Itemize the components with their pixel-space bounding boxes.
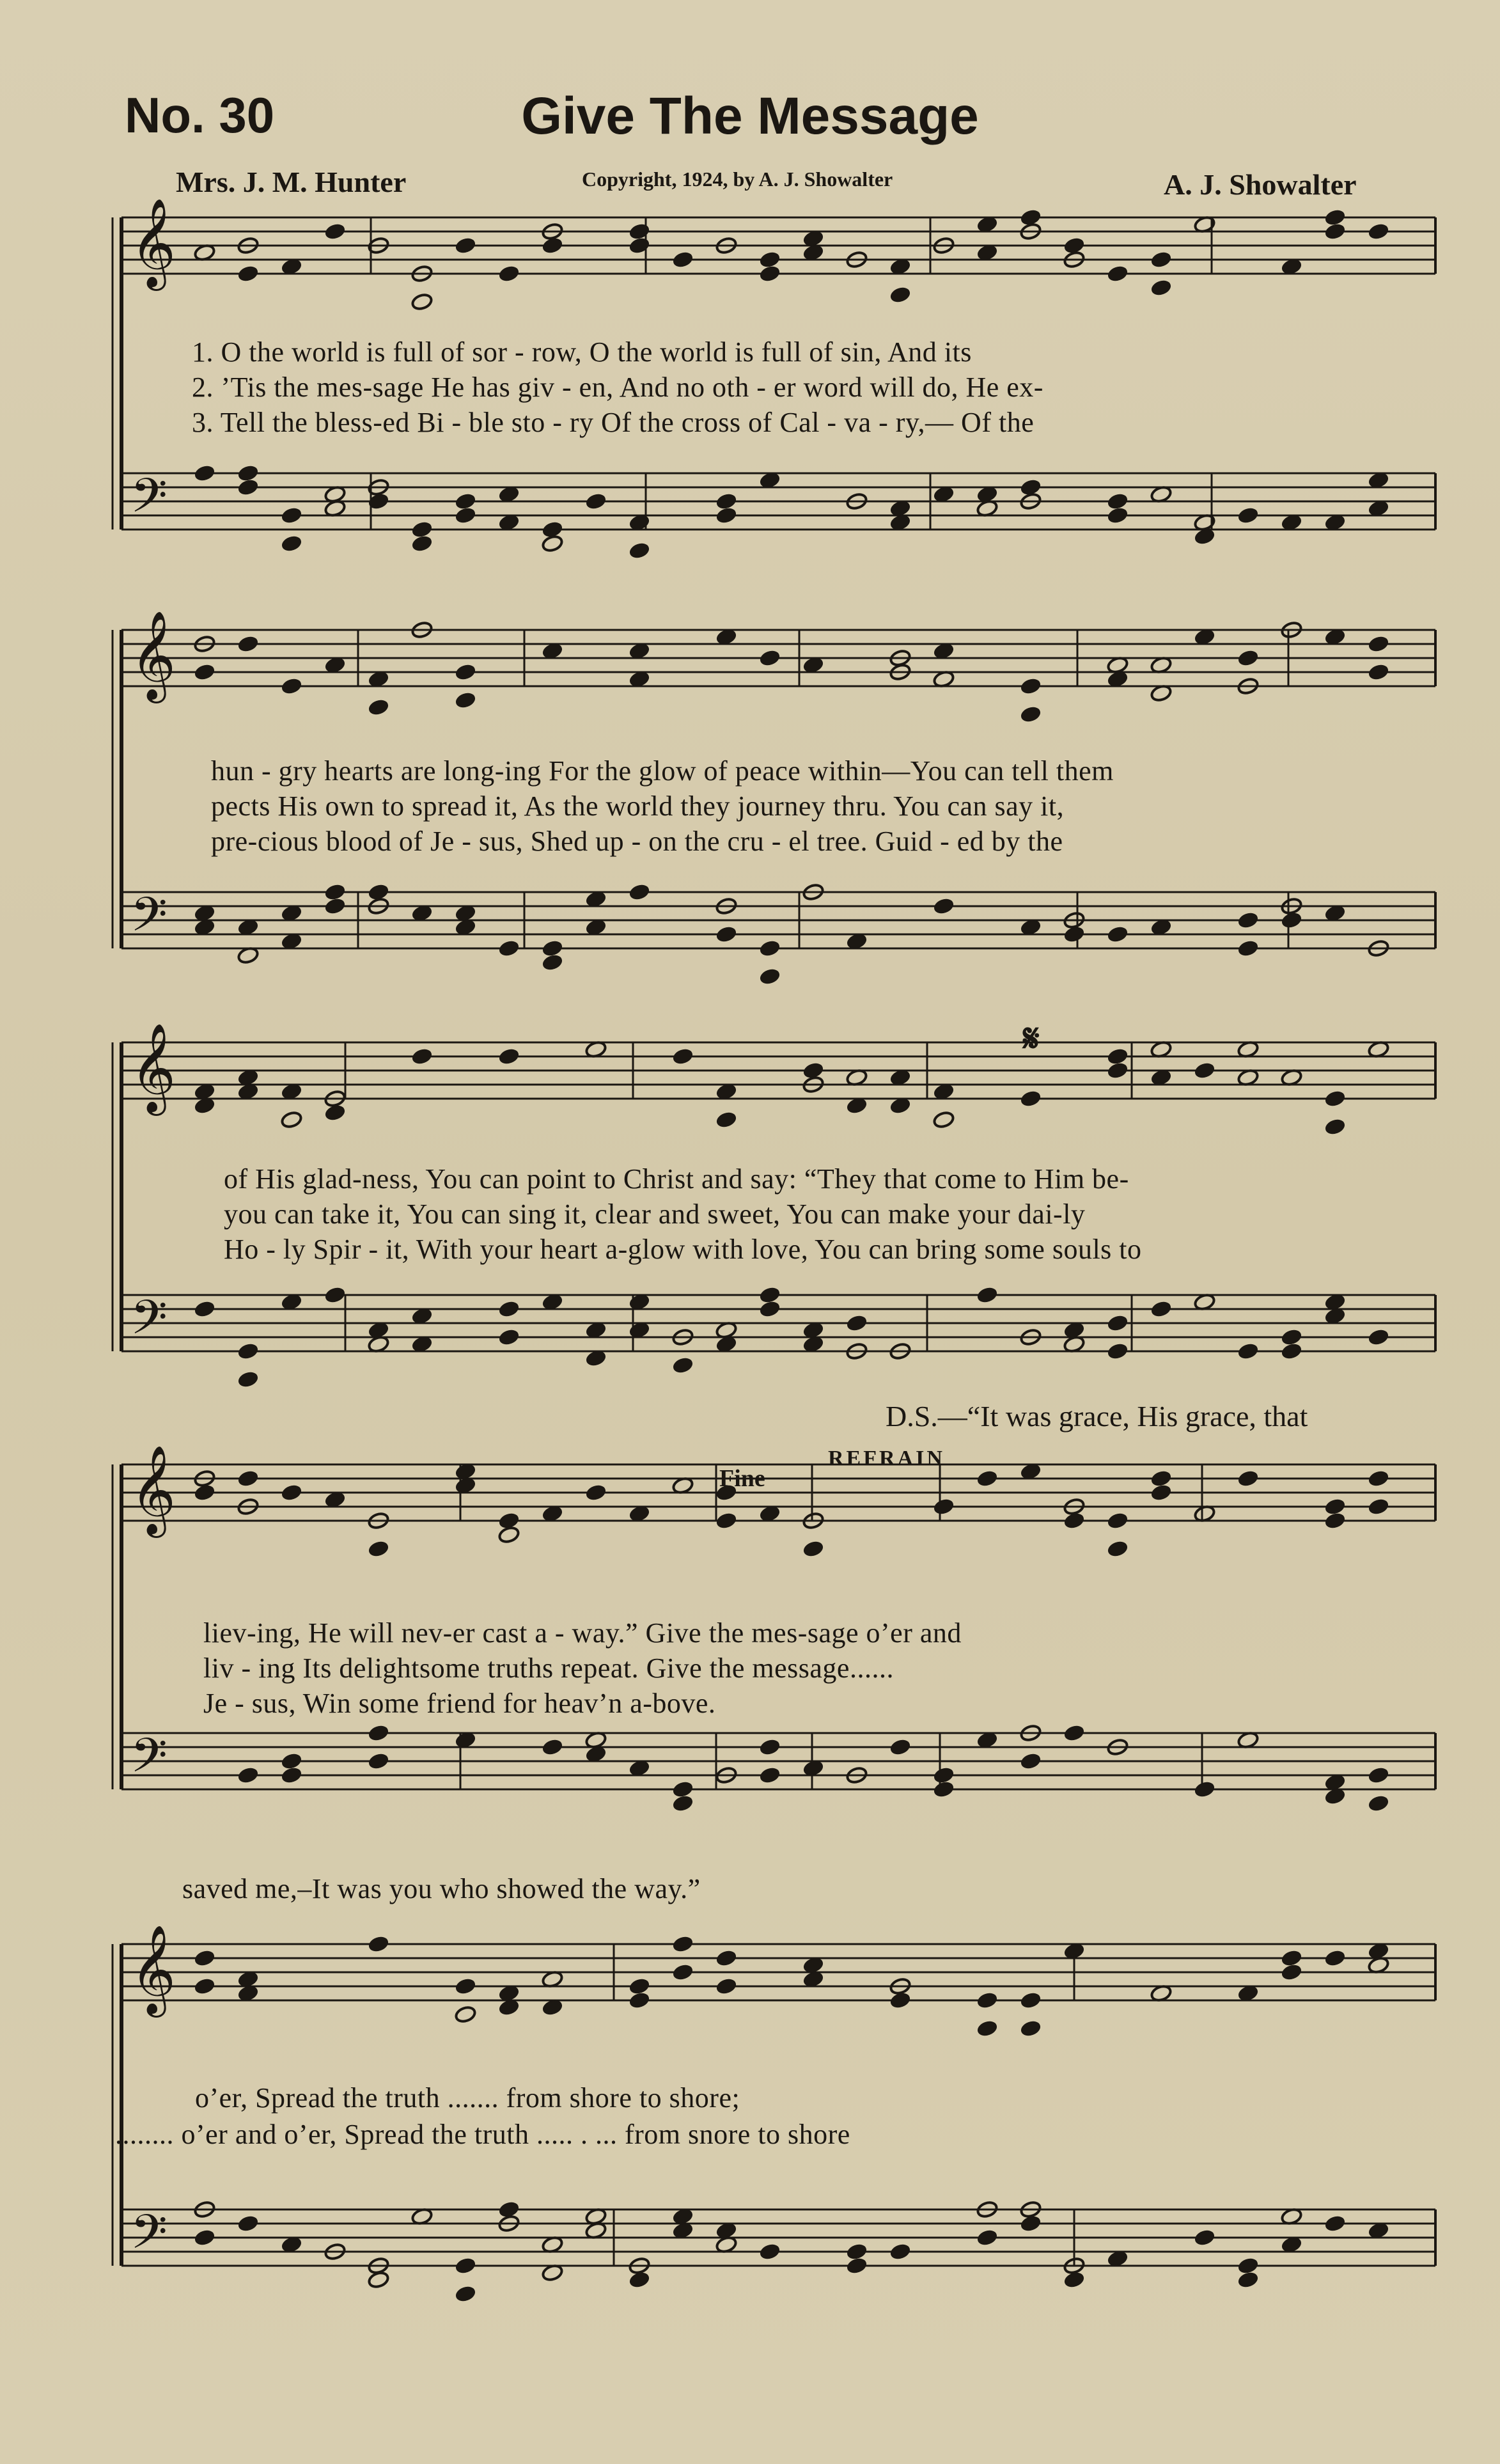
note-head bbox=[1106, 1047, 1129, 1065]
note-head bbox=[715, 1110, 737, 1129]
note-head bbox=[280, 1752, 302, 1770]
note-head bbox=[1367, 1497, 1389, 1516]
note-head bbox=[541, 953, 563, 971]
note-head bbox=[1106, 264, 1129, 283]
lyric-line: 2. ’Tis the mes-sage He has giv - en, And no oth - er word will do, He ex- bbox=[192, 372, 1043, 403]
note-head bbox=[237, 2214, 259, 2233]
note-head bbox=[410, 1047, 433, 1065]
note-head bbox=[497, 1299, 520, 1318]
note-head bbox=[324, 883, 346, 901]
note-head bbox=[237, 264, 259, 283]
note-head bbox=[671, 1934, 694, 1953]
note-head bbox=[237, 478, 259, 496]
note-head bbox=[280, 506, 302, 524]
note-head bbox=[1019, 2019, 1042, 2037]
note-head bbox=[280, 534, 302, 553]
note-head bbox=[324, 897, 346, 915]
note-head bbox=[497, 264, 520, 283]
note-head bbox=[1280, 911, 1302, 929]
note-head bbox=[454, 492, 476, 510]
note-head bbox=[1367, 1794, 1389, 1812]
music-credit: A. J. Showalter bbox=[1164, 168, 1357, 201]
note-head bbox=[584, 492, 607, 510]
note-head bbox=[237, 1342, 259, 1360]
treble-clef-icon: 𝄞 bbox=[130, 1925, 176, 2014]
hymn-number: No. 30 bbox=[125, 87, 275, 143]
note-head bbox=[715, 1949, 737, 1967]
note-head bbox=[802, 1539, 824, 1558]
lyric-line: liev-ing, He will nev-er cast a - way.” Give the mes-sage o’er and bbox=[203, 1617, 962, 1649]
note-head bbox=[932, 897, 955, 915]
note-head bbox=[1367, 222, 1389, 240]
note-head bbox=[280, 677, 302, 695]
note-head bbox=[1063, 1511, 1085, 1530]
note-head bbox=[715, 1977, 737, 1995]
note-head bbox=[671, 1963, 694, 1981]
note-head bbox=[237, 634, 259, 653]
note-head bbox=[1367, 663, 1389, 681]
treble-clef-icon: 𝄞 bbox=[130, 611, 176, 700]
note-head bbox=[1106, 1314, 1129, 1332]
note-head bbox=[1150, 250, 1172, 269]
note-head bbox=[541, 939, 563, 957]
note-head bbox=[280, 1110, 302, 1129]
note-head bbox=[1150, 278, 1172, 297]
note-head bbox=[1367, 1328, 1389, 1346]
note-head bbox=[758, 1738, 781, 1756]
note-head bbox=[1193, 1061, 1215, 1079]
treble-clef-icon: 𝄞 bbox=[130, 1023, 176, 1112]
note-head bbox=[889, 2242, 911, 2261]
note-head bbox=[1280, 1328, 1302, 1346]
note-head bbox=[193, 1299, 215, 1318]
note-head bbox=[758, 1285, 781, 1304]
note-head bbox=[1324, 1089, 1346, 1108]
lyric-line: of His glad-ness, You can point to Christ and say: “They that come to Him be- bbox=[224, 1163, 1129, 1195]
note-head bbox=[758, 648, 781, 667]
note-head bbox=[367, 1723, 389, 1742]
note-head bbox=[1106, 1539, 1129, 1558]
note-head bbox=[1019, 1752, 1042, 1770]
note-head bbox=[454, 2005, 476, 2023]
note-head bbox=[671, 250, 694, 269]
note-head bbox=[1106, 1061, 1129, 1079]
note-head bbox=[237, 1469, 259, 1487]
note-head bbox=[1237, 911, 1259, 929]
note-head bbox=[1019, 1089, 1042, 1108]
note-head bbox=[1280, 1342, 1302, 1360]
note-head bbox=[976, 1991, 998, 2009]
copyright-notice: Copyright, 1924, by A. J. Showalter bbox=[582, 168, 893, 191]
bass-clef-icon: 𝄢 bbox=[130, 887, 168, 954]
note-head bbox=[324, 1285, 346, 1304]
note-head bbox=[1019, 1991, 1042, 2009]
note-head bbox=[628, 2270, 650, 2289]
note-head bbox=[367, 1934, 389, 1953]
note-head bbox=[628, 883, 650, 901]
note-head bbox=[454, 663, 476, 681]
note-head bbox=[758, 967, 781, 985]
note-head bbox=[1106, 492, 1129, 510]
note-head bbox=[454, 1977, 476, 1995]
note-head bbox=[628, 222, 650, 240]
note-head bbox=[1106, 1342, 1129, 1360]
note-head bbox=[1237, 1342, 1259, 1360]
note-head bbox=[1367, 1469, 1389, 1487]
note-head bbox=[541, 236, 563, 255]
note-head bbox=[410, 534, 433, 553]
note-head bbox=[976, 1469, 998, 1487]
note-head bbox=[758, 2242, 781, 2261]
hymn-title: Give The Message bbox=[521, 87, 979, 145]
lyric-line: o’er, Spread the truth ....... from shore to shore; bbox=[195, 2082, 740, 2114]
fine-label: Fine bbox=[719, 1465, 765, 1492]
lyric-line: pects His own to spread it, As the world they journey thru. You can say it, bbox=[211, 790, 1065, 822]
note-head bbox=[367, 698, 389, 716]
note-head bbox=[193, 464, 215, 482]
note-head bbox=[584, 1483, 607, 1502]
note-head bbox=[1324, 1497, 1346, 1516]
lyric-line: hun - gry hearts are long-ing For the glow of peace within—You can tell them bbox=[211, 755, 1114, 787]
note-head bbox=[193, 663, 215, 681]
note-head bbox=[1237, 939, 1259, 957]
note-head bbox=[454, 2256, 476, 2275]
note-head bbox=[1237, 2256, 1259, 2275]
note-head bbox=[324, 222, 346, 240]
note-head bbox=[671, 1047, 694, 1065]
note-head bbox=[193, 1977, 215, 1995]
note-head bbox=[193, 2228, 215, 2247]
note-head bbox=[889, 285, 911, 304]
note-head bbox=[454, 2284, 476, 2303]
note-head bbox=[1324, 2214, 1346, 2233]
ds-note: D.S.—“It was grace, His grace, that bbox=[886, 1400, 1308, 1432]
note-head bbox=[932, 1497, 955, 1516]
note-head bbox=[1063, 1723, 1085, 1742]
note-head bbox=[1106, 506, 1129, 524]
note-head bbox=[497, 1328, 520, 1346]
note-head bbox=[1063, 2270, 1085, 2289]
note-head bbox=[1367, 1766, 1389, 1784]
lyric-line: 1. O the world is full of sor - row, O the world is full of sin, And its bbox=[192, 336, 972, 368]
lyric-line: 3. Tell the bless-ed Bi - ble sto - ry Of the cross of Cal - va - ry,— Of the bbox=[192, 407, 1035, 438]
bass-clef-icon: 𝄢 bbox=[130, 1290, 168, 1357]
note-head bbox=[497, 1047, 520, 1065]
note-head bbox=[1237, 2270, 1259, 2289]
note-head bbox=[1324, 222, 1346, 240]
note-head bbox=[845, 1314, 868, 1332]
note-head bbox=[1019, 705, 1042, 723]
note-head bbox=[237, 1370, 259, 1388]
note-head bbox=[1019, 2214, 1042, 2233]
note-head bbox=[758, 250, 781, 269]
note-head bbox=[324, 1103, 346, 1122]
note-head bbox=[1237, 506, 1259, 524]
note-head bbox=[1106, 925, 1129, 943]
note-head bbox=[845, 2242, 868, 2261]
note-head bbox=[454, 236, 476, 255]
note-head bbox=[889, 1738, 911, 1756]
note-head bbox=[237, 1766, 259, 1784]
bass-clef-icon: 𝄢 bbox=[130, 468, 168, 535]
note-head bbox=[1150, 1483, 1172, 1502]
note-head bbox=[1193, 1780, 1215, 1798]
note-head bbox=[932, 1110, 955, 1129]
note-head bbox=[1280, 1949, 1302, 1967]
lyric-line: liv - ing Its delightsome truths repeat. Give the message...... bbox=[203, 1652, 894, 1684]
note-head bbox=[758, 1299, 781, 1318]
note-head bbox=[1150, 1299, 1172, 1318]
note-head bbox=[932, 1780, 955, 1798]
note-head bbox=[628, 541, 650, 560]
refrain-label: REFRAIN bbox=[828, 1447, 945, 1470]
lyric-line: Je - sus, Win some friend for heav’n a-bove. bbox=[203, 1688, 716, 1719]
note-head bbox=[1237, 1469, 1259, 1487]
segno-icon: 𝄋 bbox=[1023, 1017, 1040, 1060]
note-head bbox=[976, 2228, 998, 2247]
note-head bbox=[497, 939, 520, 957]
note-head bbox=[671, 1356, 694, 1374]
lyric-line: Ho - ly Spir - it, With your heart a-glow with love, You can bring some souls to bbox=[224, 1234, 1142, 1265]
note-head bbox=[671, 1794, 694, 1812]
note-head bbox=[671, 1780, 694, 1798]
note-head bbox=[497, 1525, 520, 1544]
treble-clef-icon: 𝄞 bbox=[130, 198, 176, 287]
note-head bbox=[628, 236, 650, 255]
note-head bbox=[715, 1511, 737, 1530]
note-head bbox=[758, 939, 781, 957]
note-head bbox=[1193, 2228, 1215, 2247]
note-head bbox=[1237, 648, 1259, 667]
note-head bbox=[237, 464, 259, 482]
note-head bbox=[715, 925, 737, 943]
note-head bbox=[280, 1483, 302, 1502]
note-head bbox=[541, 534, 563, 553]
words-credit: Mrs. J. M. Hunter bbox=[176, 166, 407, 198]
note-head bbox=[1367, 634, 1389, 653]
note-head bbox=[628, 1991, 650, 2009]
note-head bbox=[1019, 677, 1042, 695]
note-head bbox=[367, 1752, 389, 1770]
note-head bbox=[541, 1738, 563, 1756]
note-head bbox=[454, 506, 476, 524]
note-head bbox=[1324, 208, 1346, 226]
lyric-line: pre-cious blood of Je - sus, Shed up - on the cru - el tree. Guid - ed by the bbox=[211, 826, 1063, 857]
note-head bbox=[1150, 1469, 1172, 1487]
note-head bbox=[1324, 1511, 1346, 1530]
note-head bbox=[193, 1483, 215, 1502]
note-head bbox=[1324, 1949, 1346, 1967]
note-head bbox=[1106, 1511, 1129, 1530]
note-head bbox=[454, 691, 476, 709]
note-head bbox=[1324, 1117, 1346, 1136]
note-head bbox=[1063, 925, 1085, 943]
note-head bbox=[758, 1766, 781, 1784]
note-head bbox=[1280, 1963, 1302, 1981]
note-head bbox=[280, 1766, 302, 1784]
note-head bbox=[628, 1977, 650, 1995]
note-head bbox=[367, 2270, 389, 2289]
lyric-line: ........ o’er and o’er, Spread the truth ..... . ... from snore to shore bbox=[115, 2119, 850, 2150]
bass-clef-icon: 𝄢 bbox=[130, 2204, 168, 2272]
note-head bbox=[410, 520, 433, 538]
note-head bbox=[932, 1766, 955, 1784]
bass-clef-icon: 𝄢 bbox=[130, 1728, 168, 1795]
lyric-line: you can take it, You can sing it, clear and sweet, You can make your dai-ly bbox=[224, 1198, 1086, 1230]
note-head bbox=[976, 1285, 998, 1304]
note-head bbox=[976, 2019, 998, 2037]
note-head bbox=[845, 2256, 868, 2275]
treble-clef-icon: 𝄞 bbox=[130, 1445, 176, 1534]
note-head bbox=[758, 264, 781, 283]
lyric-line: saved me,–It was you who showed the way.” bbox=[182, 1873, 701, 1904]
note-head bbox=[889, 1991, 911, 2009]
note-head bbox=[193, 1949, 215, 1967]
note-head bbox=[367, 1539, 389, 1558]
note-head bbox=[715, 492, 737, 510]
note-head bbox=[715, 506, 737, 524]
note-head bbox=[410, 292, 433, 311]
